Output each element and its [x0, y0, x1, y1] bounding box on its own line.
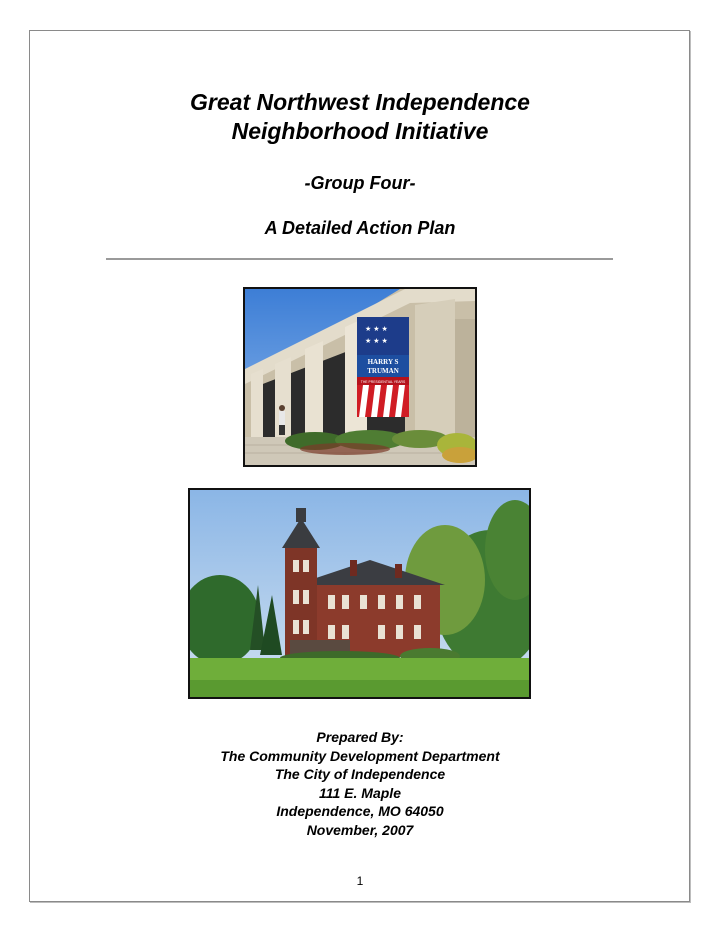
truman-banner	[357, 317, 409, 417]
group-subtitle: -Group Four-	[304, 173, 416, 193]
prepared-by-block	[0, 728, 720, 839]
city-name: The City of Independence	[274, 766, 446, 782]
banner-subtitle: THE PRESIDENTIAL YEARS	[360, 380, 406, 384]
city-state-zip: Independence, MO 64050	[276, 803, 444, 819]
horizontal-rule	[106, 258, 613, 260]
street-address: 111 E. Maple	[319, 784, 401, 801]
department-name: The Community Development Department	[220, 747, 500, 764]
banner-name-2: TRUMAN	[367, 367, 399, 375]
plan-subtitle: A Detailed Action Plan	[264, 218, 456, 238]
truman-library-photo	[243, 287, 477, 467]
date: November, 2007	[306, 821, 414, 838]
mansion-illustration	[190, 490, 529, 697]
prepared-by-label: Prepared By:	[316, 729, 404, 745]
truman-library-illustration	[245, 289, 475, 465]
svg-text:★ ★ ★: ★ ★ ★	[365, 338, 388, 345]
title-line-2: Neighborhood Initiative	[231, 118, 489, 144]
vaile-mansion-photo	[188, 488, 531, 699]
svg-text:★ ★ ★: ★ ★ ★	[365, 326, 388, 333]
title-line-1: Great Northwest Independence	[190, 89, 530, 115]
banner-name-1: HARRY S	[367, 358, 399, 366]
page-number: 1	[356, 874, 364, 888]
